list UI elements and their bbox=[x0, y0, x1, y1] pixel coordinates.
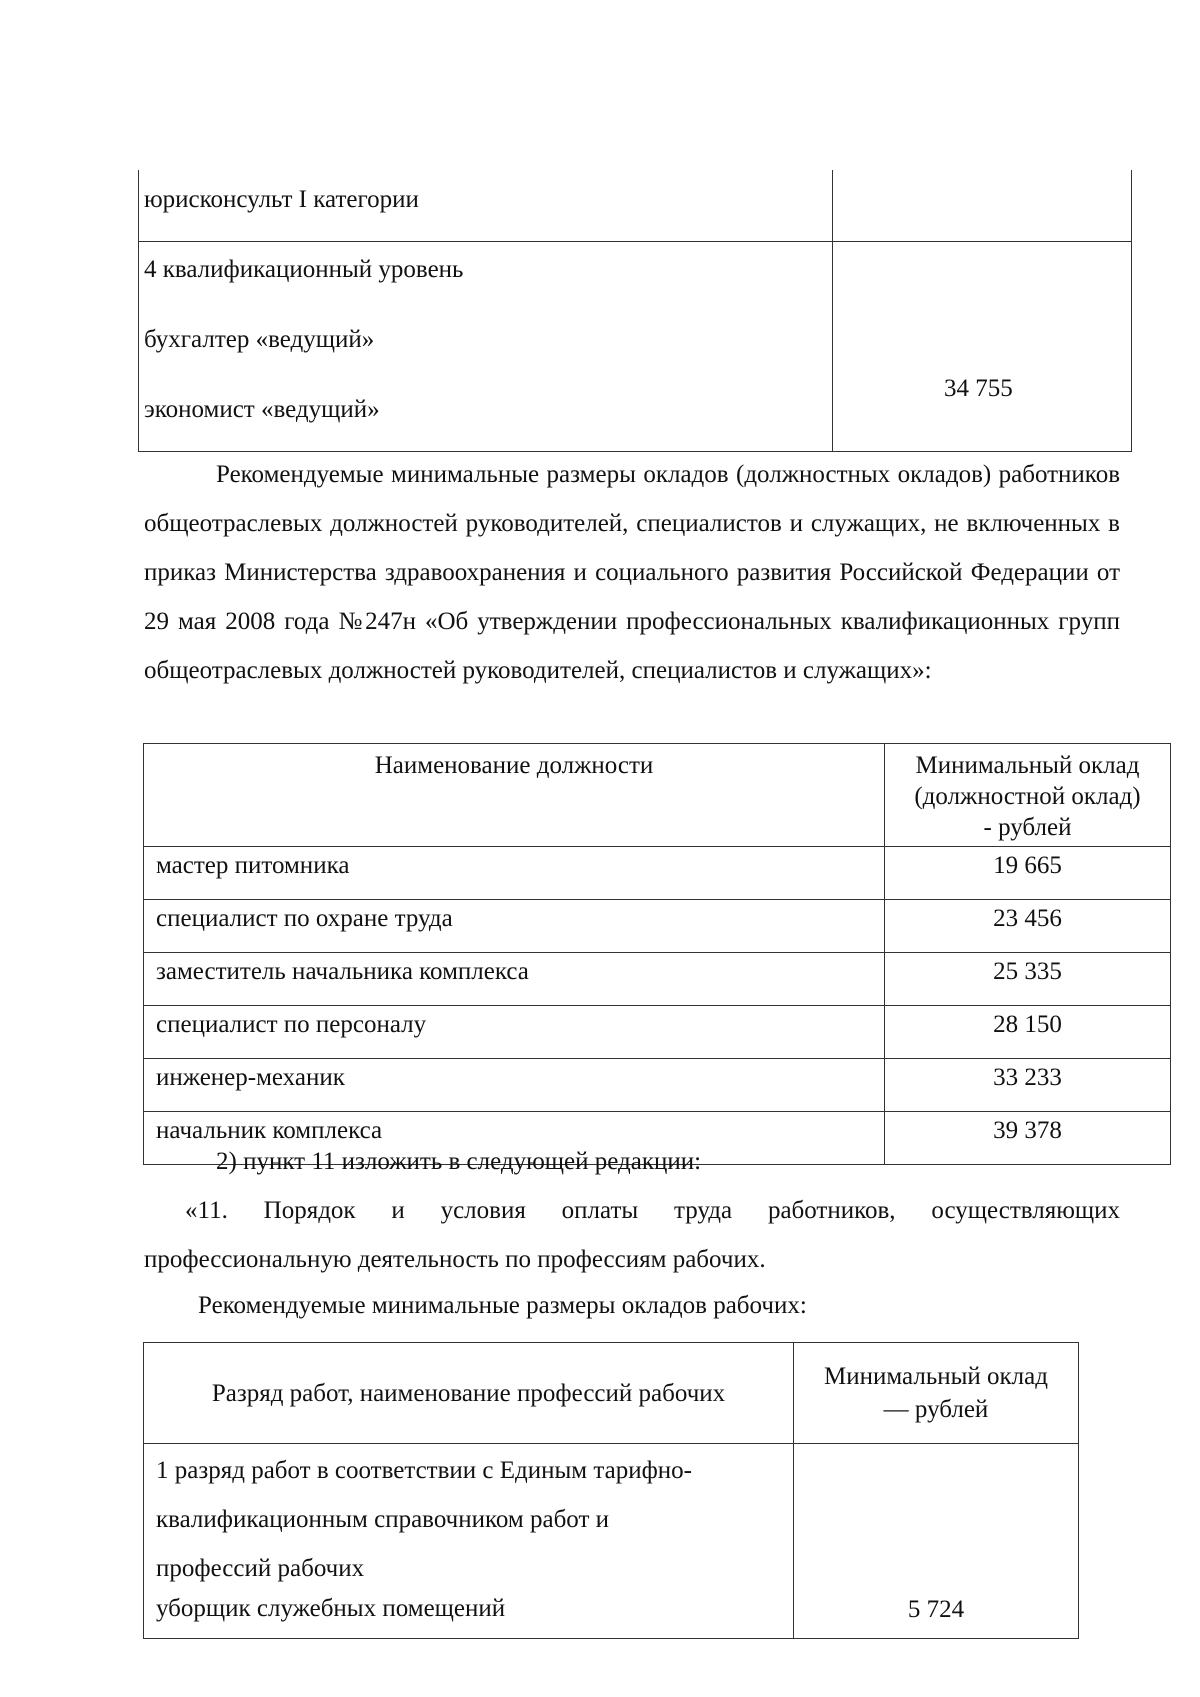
workers-salary-table bbox=[143, 1342, 1079, 1639]
salary-value: 34 755 bbox=[944, 375, 1013, 402]
header-grade-profession: Разряд работ, наименование профессий рабочих bbox=[144, 1343, 794, 1444]
paragraph-text: Рекомендуемые минимальные размеры окладов (должностных окладов) работников общеотраслевых должностей руководителей, специалистов и служащих, не включенных в приказ Министерства здравоохранения и социального развития Российской Федерации от 29 мая 2008 года №247н «Об утверждении профессиональных квалификационных групп общеотраслевых должностей руководителей, специалистов и служащих»: bbox=[144, 461, 1120, 684]
salary-value: 19 665 bbox=[885, 847, 1171, 900]
position-name: заместитель начальника комплекса bbox=[144, 953, 885, 1006]
position-name: начальник комплекса bbox=[144, 1112, 885, 1165]
table-row bbox=[144, 1444, 1079, 1639]
workers-intro: Рекомендуемые минимальные размеры окладов рабочих: bbox=[198, 1292, 807, 1319]
position-name: юрисконсульт I категории bbox=[144, 186, 419, 213]
grade-line: профессий рабочих bbox=[156, 1555, 365, 1582]
header-line: (должностной оклад) bbox=[914, 783, 1141, 810]
table-row bbox=[144, 847, 1171, 900]
positions-salary-table bbox=[143, 743, 1171, 1165]
grade-description bbox=[144, 1444, 794, 1639]
position-name: мастер питомника bbox=[144, 847, 885, 900]
salary-value: 23 456 bbox=[885, 900, 1171, 953]
header-min-salary bbox=[885, 744, 1171, 847]
position-name: экономист «ведущий» bbox=[144, 396, 380, 423]
amendment-item: 2) пункт 11 изложить в следующей редакции: bbox=[216, 1148, 702, 1175]
qualification-level: 4 квалификационный уровень bbox=[144, 256, 464, 283]
profession-name: уборщик служебных помещений bbox=[156, 1595, 506, 1622]
table-row bbox=[144, 1059, 1171, 1112]
header-line: - рублей bbox=[983, 814, 1072, 841]
table-row-divider bbox=[138, 241, 1132, 242]
header-min-salary bbox=[794, 1343, 1079, 1444]
qualification-table bbox=[138, 170, 1132, 452]
table-border-middle bbox=[832, 170, 833, 452]
salary-value: 39 378 bbox=[885, 1112, 1171, 1165]
salary-value: 28 150 bbox=[885, 1006, 1171, 1059]
grade-line: квалификационным справочником работ и bbox=[156, 1506, 610, 1533]
header-position-name: Наименование должности bbox=[144, 744, 885, 847]
header-line: Минимальный оклад bbox=[824, 1363, 1048, 1390]
table-border-right bbox=[1131, 170, 1132, 452]
section-11-text: «11. Порядок и условия оплаты труда работников, осуществляющих профессиональную деятельность по профессиям рабочих. bbox=[144, 1197, 1120, 1273]
header-line: Минимальный оклад bbox=[915, 752, 1140, 779]
position-name: специалист по персоналу bbox=[144, 1006, 885, 1059]
section-11-paragraph bbox=[144, 1186, 1120, 1284]
position-name: специалист по охране труда bbox=[144, 900, 885, 953]
table-header-row bbox=[144, 1343, 1079, 1444]
table-header-row bbox=[144, 744, 1171, 847]
position-name: инженер-механик bbox=[144, 1059, 885, 1112]
salary-value: 5 724 bbox=[794, 1444, 1079, 1639]
table-row bbox=[144, 953, 1171, 1006]
recommended-salaries-paragraph bbox=[144, 450, 1120, 695]
header-line: — рублей bbox=[883, 1396, 989, 1423]
table-row bbox=[144, 900, 1171, 953]
position-name: бухгалтер «ведущий» bbox=[144, 326, 375, 353]
grade-line: 1 разряд работ в соответствии с Единым тарифно- bbox=[156, 1457, 692, 1484]
table-row bbox=[144, 1006, 1171, 1059]
salary-value: 25 335 bbox=[885, 953, 1171, 1006]
salary-value: 33 233 bbox=[885, 1059, 1171, 1112]
table-border-left bbox=[138, 170, 139, 452]
